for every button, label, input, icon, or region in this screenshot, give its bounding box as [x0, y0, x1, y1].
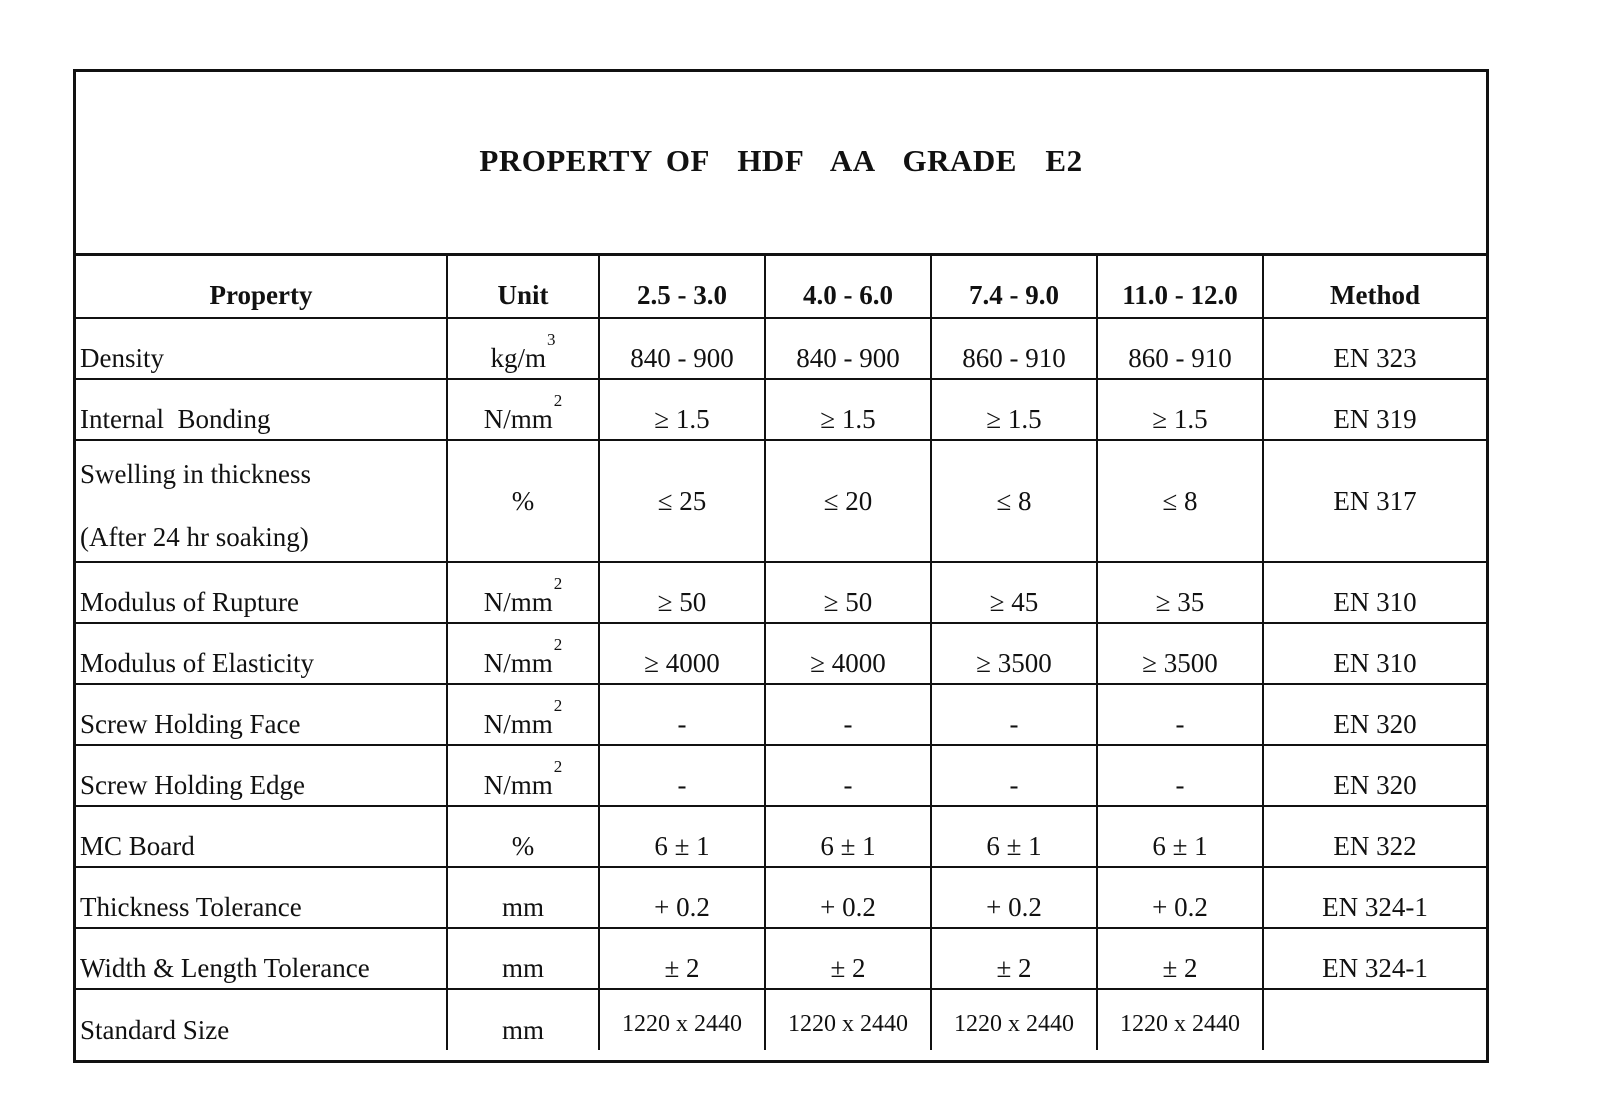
- value-cell: 6 ± 1: [1097, 806, 1263, 867]
- method-cell: EN 320: [1263, 745, 1486, 806]
- unit-cell: [447, 562, 599, 623]
- value-cell: -: [931, 684, 1097, 745]
- value-cell: + 0.2: [931, 867, 1097, 928]
- property-name: Internal Bonding: [76, 379, 447, 440]
- method-cell: [1263, 989, 1486, 1050]
- table-row: [76, 867, 1486, 928]
- value-cell: ≥ 1.5: [599, 379, 765, 440]
- unit-cell: [447, 318, 599, 379]
- unit-cell: mm: [447, 867, 599, 928]
- value-cell: ≤ 25: [599, 440, 765, 562]
- unit-text: N/mm: [483, 709, 553, 739]
- method-cell: EN 323: [1263, 318, 1486, 379]
- table-row: [76, 318, 1486, 379]
- unit-text: N/mm: [483, 587, 553, 617]
- value-cell: ≥ 1.5: [1097, 379, 1263, 440]
- value-cell: -: [599, 684, 765, 745]
- unit-cell: [447, 379, 599, 440]
- header-thickness-4: 11.0 - 12.0: [1097, 256, 1263, 318]
- value-cell: + 0.2: [599, 867, 765, 928]
- table-row: [76, 806, 1486, 867]
- value-cell: -: [765, 745, 931, 806]
- value-cell: + 0.2: [1097, 867, 1263, 928]
- value-cell: ± 2: [765, 928, 931, 989]
- property-name: Screw Holding Edge: [76, 745, 447, 806]
- table-row: [76, 745, 1486, 806]
- method-cell: EN 320: [1263, 684, 1486, 745]
- property-name: Density: [76, 318, 447, 379]
- value-cell: -: [931, 745, 1097, 806]
- table-row: [76, 379, 1486, 440]
- value-cell: ≥ 50: [599, 562, 765, 623]
- value-cell: -: [1097, 684, 1263, 745]
- value-cell: 840 - 900: [599, 318, 765, 379]
- unit-cell: [447, 623, 599, 684]
- header-thickness-2: 4.0 - 6.0: [765, 256, 931, 318]
- table-row: [76, 562, 1486, 623]
- table-row: [76, 928, 1486, 989]
- value-cell: ≥ 3500: [1097, 623, 1263, 684]
- value-cell: 6 ± 1: [931, 806, 1097, 867]
- page-title: PROPERTY OF HDF AA GRADE E2: [479, 142, 1083, 178]
- table-row: [76, 440, 1486, 562]
- value-cell: ≥ 1.5: [765, 379, 931, 440]
- property-name: Swelling in thickness: [80, 459, 311, 489]
- table-row: [76, 623, 1486, 684]
- value-cell: ≤ 8: [931, 440, 1097, 562]
- value-cell: 840 - 900: [765, 318, 931, 379]
- header-property: Property: [76, 256, 447, 318]
- value-cell: ± 2: [1097, 928, 1263, 989]
- unit-exponent: 2: [553, 696, 563, 715]
- property-name: Modulus of Rupture: [76, 562, 447, 623]
- unit-exponent: 3: [547, 330, 556, 349]
- value-cell: ≥ 35: [1097, 562, 1263, 623]
- unit-cell: [447, 745, 599, 806]
- value-cell: -: [599, 745, 765, 806]
- header-thickness-3: 7.4 - 9.0: [931, 256, 1097, 318]
- value-cell: 1220 x 2440: [599, 989, 765, 1050]
- spec-sheet: [73, 69, 1489, 1063]
- header-thickness-1: 2.5 - 3.0: [599, 256, 765, 318]
- value-cell: ≤ 8: [1097, 440, 1263, 562]
- header-method: Method: [1263, 256, 1486, 318]
- property-name: MC Board: [76, 806, 447, 867]
- value-cell: ≤ 20: [765, 440, 931, 562]
- value-cell: 6 ± 1: [599, 806, 765, 867]
- property-name-lines: [80, 449, 446, 553]
- property-name: Modulus of Elasticity: [76, 623, 447, 684]
- value-cell: ≥ 50: [765, 562, 931, 623]
- table-row: [76, 684, 1486, 745]
- value-cell: ≥ 4000: [599, 623, 765, 684]
- table-row: [76, 989, 1486, 1050]
- value-cell: 1220 x 2440: [931, 989, 1097, 1050]
- header-unit: Unit: [447, 256, 599, 318]
- method-cell: EN 322: [1263, 806, 1486, 867]
- unit-cell: %: [447, 806, 599, 867]
- value-cell: 860 - 910: [1097, 318, 1263, 379]
- method-cell: EN 310: [1263, 623, 1486, 684]
- method-cell: EN 324-1: [1263, 867, 1486, 928]
- value-cell: 860 - 910: [931, 318, 1097, 379]
- value-cell: ≥ 1.5: [931, 379, 1097, 440]
- unit-cell: [447, 684, 599, 745]
- title-box: [76, 72, 1486, 256]
- property-name: Thickness Tolerance: [76, 867, 447, 928]
- unit-exponent: 2: [553, 574, 563, 593]
- method-cell: EN 310: [1263, 562, 1486, 623]
- method-cell: EN 319: [1263, 379, 1486, 440]
- property-name: Standard Size: [76, 989, 447, 1050]
- property-name-note: (After 24 hr soaking): [80, 522, 309, 552]
- unit-text: N/mm: [483, 770, 553, 800]
- unit-cell: %: [447, 440, 599, 562]
- value-cell: 1220 x 2440: [765, 989, 931, 1050]
- value-cell: ± 2: [599, 928, 765, 989]
- value-cell: ≥ 45: [931, 562, 1097, 623]
- unit-text: N/mm: [483, 648, 553, 678]
- value-cell: -: [1097, 745, 1263, 806]
- value-cell: 6 ± 1: [765, 806, 931, 867]
- value-cell: ± 2: [931, 928, 1097, 989]
- unit-cell: mm: [447, 928, 599, 989]
- value-cell: + 0.2: [765, 867, 931, 928]
- value-cell: ≥ 4000: [765, 623, 931, 684]
- value-cell: ≥ 3500: [931, 623, 1097, 684]
- property-name-cell: [76, 440, 447, 562]
- property-name: Screw Holding Face: [76, 684, 447, 745]
- unit-cell: mm: [447, 989, 599, 1050]
- value-cell: -: [765, 684, 931, 745]
- unit-exponent: 2: [553, 391, 563, 410]
- unit-text: N/mm: [483, 404, 553, 434]
- unit-exponent: 2: [553, 635, 563, 654]
- unit-text: kg/m: [490, 343, 546, 373]
- property-table: [76, 256, 1486, 1050]
- method-cell: EN 317: [1263, 440, 1486, 562]
- method-cell: EN 324-1: [1263, 928, 1486, 989]
- property-name: Width & Length Tolerance: [76, 928, 447, 989]
- header-row: [76, 256, 1486, 318]
- value-cell: 1220 x 2440: [1097, 989, 1263, 1050]
- unit-exponent: 2: [553, 757, 563, 776]
